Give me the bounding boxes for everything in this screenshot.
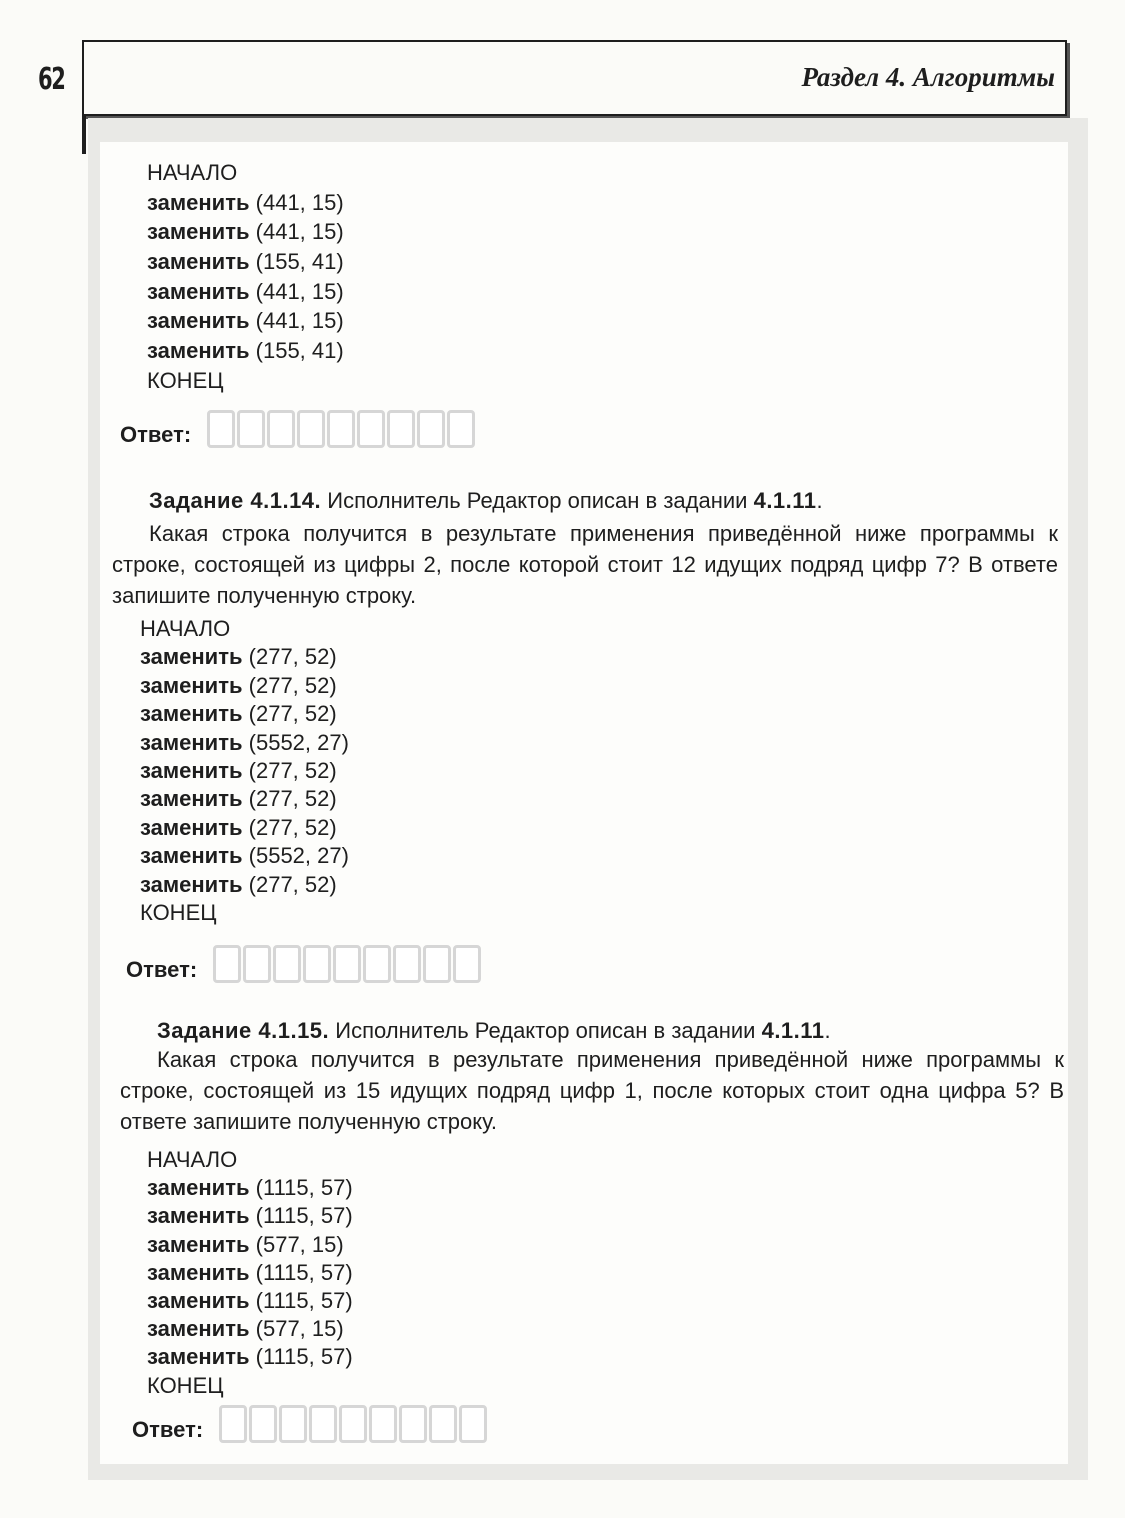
program-command bbox=[147, 217, 344, 247]
page-number: 62 bbox=[38, 62, 65, 97]
task-4-1-15-heading: Задание 4.1.15. Исполнитель Редактор описан в задании 4.1.11. bbox=[157, 1018, 831, 1043]
command-keyword: заменить bbox=[140, 786, 243, 812]
answer-cell[interactable] bbox=[387, 410, 415, 448]
command-keyword: заменить bbox=[147, 249, 250, 275]
program-begin: НАЧАЛО bbox=[147, 160, 238, 185]
task-intro: Исполнитель Редактор описан в задании bbox=[327, 488, 748, 513]
answer-cell[interactable] bbox=[393, 945, 421, 983]
program-command bbox=[147, 1259, 353, 1287]
answer-cell[interactable] bbox=[459, 1405, 487, 1443]
program-command bbox=[147, 1343, 353, 1371]
task-4-1-15-text: Какая строка получится в результате применения приведённой ниже программы к строке, состоящей из 15 идущих подряд цифр 1, после которых стоит одна цифра 5? В ответе запишите полученную строку. bbox=[120, 1047, 1064, 1134]
answer-cell[interactable] bbox=[357, 410, 385, 448]
section-header bbox=[82, 40, 1067, 116]
answer-label: Ответ: bbox=[132, 1417, 204, 1442]
answer-row-2 bbox=[126, 945, 483, 983]
command-arguments: (5552, 27) bbox=[248, 843, 349, 869]
command-arguments: (1115, 57) bbox=[255, 1259, 353, 1285]
program-1 bbox=[147, 158, 344, 396]
answer-cell[interactable] bbox=[327, 410, 355, 448]
task-intro: Исполнитель Редактор описан в задании bbox=[335, 1018, 756, 1043]
answer-row-3 bbox=[132, 1405, 489, 1443]
program-command bbox=[147, 1315, 353, 1343]
section-title: Раздел 4. Алгоритмы bbox=[801, 62, 1055, 92]
answer-cell[interactable] bbox=[429, 1405, 457, 1443]
command-arguments: (441, 15) bbox=[255, 278, 344, 304]
answer-cell[interactable] bbox=[267, 410, 295, 448]
program-command bbox=[147, 1287, 353, 1315]
task-4-1-14-text: Какая строка получится в результате применения приведённой ниже программы к строке, состоящей из цифры 2, после которой стоит 12 идущих подряд цифр 7? В ответе запишите полученную строку. bbox=[112, 521, 1058, 608]
program-begin: НАЧАЛО bbox=[147, 1147, 238, 1172]
program-2 bbox=[140, 615, 349, 927]
command-arguments: (277, 52) bbox=[248, 786, 337, 812]
command-arguments: (441, 15) bbox=[255, 308, 344, 334]
program-end: КОНЕЦ bbox=[147, 1372, 224, 1398]
program-command bbox=[140, 729, 349, 757]
command-arguments: (1115, 57) bbox=[255, 1344, 353, 1370]
program-command bbox=[140, 814, 349, 842]
answer-cell[interactable] bbox=[207, 410, 235, 448]
program-3 bbox=[147, 1146, 353, 1400]
program-command bbox=[147, 1231, 353, 1259]
command-keyword: заменить bbox=[147, 1316, 250, 1342]
command-keyword: заменить bbox=[140, 644, 243, 670]
command-keyword: заменить bbox=[147, 219, 250, 245]
command-keyword: заменить bbox=[147, 338, 250, 364]
command-keyword: заменить bbox=[147, 1175, 250, 1201]
answer-cell[interactable] bbox=[249, 1405, 277, 1443]
program-command bbox=[140, 871, 349, 899]
answer-cell[interactable] bbox=[423, 945, 451, 983]
answer-cell[interactable] bbox=[333, 945, 361, 983]
program-command bbox=[147, 1174, 353, 1202]
command-arguments: (277, 52) bbox=[248, 672, 337, 698]
answer-cells-1[interactable] bbox=[207, 410, 477, 448]
program-command bbox=[147, 188, 344, 218]
answer-cell[interactable] bbox=[369, 1405, 397, 1443]
command-arguments: (441, 15) bbox=[255, 189, 344, 215]
answer-row-1 bbox=[120, 410, 477, 448]
command-keyword: заменить bbox=[140, 757, 243, 783]
program-command bbox=[147, 1202, 353, 1230]
command-arguments: (577, 15) bbox=[255, 1231, 344, 1257]
command-keyword: заменить bbox=[147, 308, 250, 334]
answer-cell[interactable] bbox=[273, 945, 301, 983]
task-reference: 4.1.11 bbox=[753, 488, 817, 513]
program-command bbox=[140, 700, 349, 728]
command-arguments: (1115, 57) bbox=[255, 1203, 353, 1229]
answer-cell[interactable] bbox=[297, 410, 325, 448]
command-keyword: заменить bbox=[147, 189, 250, 215]
program-end: КОНЕЦ bbox=[147, 367, 224, 393]
command-arguments: (155, 41) bbox=[255, 338, 344, 364]
command-keyword: заменить bbox=[140, 843, 243, 869]
answer-cell[interactable] bbox=[339, 1405, 367, 1443]
answer-cell[interactable] bbox=[399, 1405, 427, 1443]
answer-cell[interactable] bbox=[303, 945, 331, 983]
answer-cell[interactable] bbox=[219, 1405, 247, 1443]
command-arguments: (577, 15) bbox=[255, 1316, 344, 1342]
task-label: Задание 4.1.14. bbox=[149, 488, 322, 513]
command-keyword: заменить bbox=[140, 729, 243, 755]
answer-cells-2[interactable] bbox=[213, 945, 483, 983]
task-reference: 4.1.11 bbox=[761, 1018, 825, 1043]
program-command bbox=[140, 757, 349, 785]
task-label: Задание 4.1.15. bbox=[157, 1018, 330, 1043]
answer-cell[interactable] bbox=[309, 1405, 337, 1443]
command-arguments: (5552, 27) bbox=[248, 729, 349, 755]
command-keyword: заменить bbox=[140, 672, 243, 698]
program-command bbox=[140, 842, 349, 870]
program-end: КОНЕЦ bbox=[140, 899, 217, 925]
command-arguments: (277, 52) bbox=[248, 644, 337, 670]
command-keyword: заменить bbox=[140, 814, 243, 840]
command-arguments: (1115, 57) bbox=[255, 1175, 353, 1201]
answer-cell[interactable] bbox=[279, 1405, 307, 1443]
program-command bbox=[140, 643, 349, 671]
answer-cell[interactable] bbox=[447, 410, 475, 448]
answer-cell[interactable] bbox=[243, 945, 271, 983]
command-arguments: (277, 52) bbox=[248, 757, 337, 783]
command-keyword: заменить bbox=[147, 1231, 250, 1257]
command-arguments: (155, 41) bbox=[255, 249, 344, 275]
answer-cell[interactable] bbox=[453, 945, 481, 983]
command-arguments: (277, 52) bbox=[248, 871, 337, 897]
task-4-1-14-heading: Задание 4.1.14. Исполнитель Редактор описан в задании 4.1.11. bbox=[149, 488, 823, 513]
answer-cell[interactable] bbox=[363, 945, 391, 983]
header-divider bbox=[82, 114, 86, 154]
command-arguments: (441, 15) bbox=[255, 219, 344, 245]
program-command bbox=[147, 247, 344, 277]
program-command bbox=[147, 277, 344, 307]
answer-cell[interactable] bbox=[237, 410, 265, 448]
program-begin: НАЧАЛО bbox=[140, 616, 231, 641]
command-arguments: (277, 52) bbox=[248, 701, 337, 727]
command-keyword: заменить bbox=[140, 871, 243, 897]
answer-label: Ответ: bbox=[120, 422, 192, 447]
program-command bbox=[147, 306, 344, 336]
program-command bbox=[140, 672, 349, 700]
answer-cell[interactable] bbox=[213, 945, 241, 983]
command-arguments: (1115, 57) bbox=[255, 1287, 353, 1313]
command-keyword: заменить bbox=[147, 278, 250, 304]
answer-label: Ответ: bbox=[126, 957, 198, 982]
command-keyword: заменить bbox=[140, 701, 243, 727]
command-arguments: (277, 52) bbox=[248, 814, 337, 840]
program-command bbox=[140, 785, 349, 813]
command-keyword: заменить bbox=[147, 1203, 250, 1229]
program-command bbox=[147, 336, 344, 366]
answer-cells-3[interactable] bbox=[219, 1405, 489, 1443]
command-keyword: заменить bbox=[147, 1287, 250, 1313]
command-keyword: заменить bbox=[147, 1259, 250, 1285]
answer-cell[interactable] bbox=[417, 410, 445, 448]
command-keyword: заменить bbox=[147, 1344, 250, 1370]
